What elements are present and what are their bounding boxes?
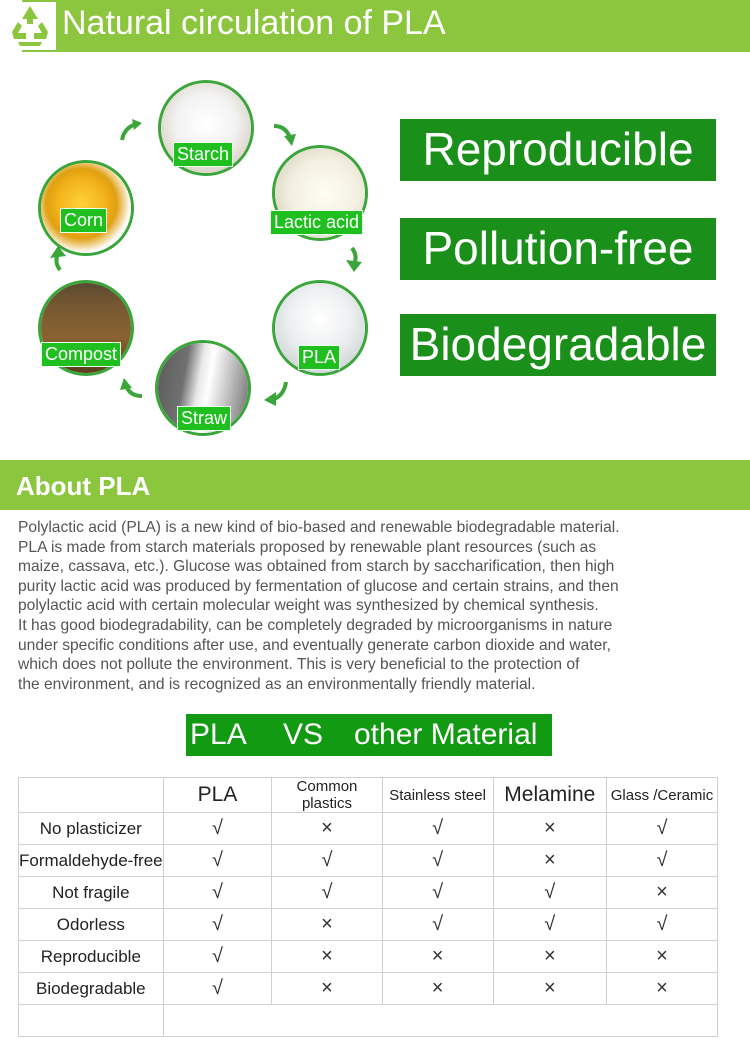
check-mark-icon: √ [321, 849, 333, 871]
table-cell [493, 909, 606, 941]
check-mark-icon: √ [212, 977, 223, 999]
about-line: the environment, and is recognized as an environmentally friendly material. [18, 675, 536, 693]
comparison-table [18, 777, 718, 1037]
about-line: polylactic acid with certain molecular weight was synthesized by chemical synthesis. [18, 597, 599, 615]
table-row [19, 973, 718, 1005]
table-cell [493, 941, 606, 973]
row-label: Biodegradable [19, 973, 164, 1005]
row-label: Not fragile [19, 877, 164, 909]
arrow-starch-to-lactic-icon [270, 120, 298, 148]
about-line: PLA is made from starch materials proposed by renewable plant resources (such as [18, 538, 597, 556]
column-header: PLA [163, 778, 272, 813]
check-mark-icon: √ [432, 817, 444, 839]
table-row [19, 813, 718, 845]
node-label-straw: Straw [177, 406, 231, 431]
about-paragraph [18, 518, 746, 694]
row-label: No plasticizer [19, 813, 164, 845]
check-mark-icon: √ [212, 945, 223, 967]
comparison-title [186, 714, 552, 756]
cross-mark-icon: × [321, 977, 333, 999]
about-title: About PLA [16, 471, 151, 501]
check-mark-icon: √ [212, 849, 223, 871]
table-cell [163, 877, 272, 909]
property-pollution-free: Pollution-free [400, 218, 716, 280]
check-mark-icon: √ [432, 881, 444, 903]
table-cell [272, 813, 382, 845]
node-label-lactic-acid: Lactic acid [270, 210, 363, 235]
table-row [19, 845, 718, 877]
cross-mark-icon: × [321, 945, 333, 967]
cross-mark-icon: × [543, 817, 556, 839]
comparison-title-vs: VS [283, 718, 324, 751]
check-mark-icon: √ [212, 913, 223, 935]
about-header [0, 460, 750, 510]
about-line: which does not pollute the environment. This is very beneficial to the protection of [18, 656, 580, 674]
check-mark-icon: √ [432, 849, 444, 871]
table-cell [607, 845, 718, 877]
about-line: under specific conditions after use, and eventually generate carbon dioxide and water, [18, 636, 611, 654]
node-label-compost: Compost [41, 342, 121, 367]
row-label: Odorless [19, 909, 164, 941]
cross-mark-icon: × [656, 881, 668, 903]
cross-mark-icon: × [543, 849, 556, 871]
check-mark-icon: √ [656, 817, 668, 839]
cross-mark-icon: × [656, 977, 668, 999]
about-line: Polylactic acid (PLA) is a new kind of bio-based and renewable biodegradable material. [18, 519, 620, 536]
table-header-row [19, 778, 718, 813]
check-mark-icon: √ [321, 881, 333, 903]
about-line: maize, cassava, etc.). Glucose was obtained from starch by saccharification, then high [18, 558, 615, 576]
cross-mark-icon: × [543, 945, 556, 967]
about-line: It has good biodegradability, can be completely degraded by microorganisms in nature [18, 616, 613, 634]
node-label-corn: Corn [60, 208, 107, 233]
table-cell [382, 813, 493, 845]
comparison-title-other: other Material [354, 718, 538, 751]
arrow-compost-to-corn-icon [46, 244, 74, 272]
table-cell [272, 973, 382, 1005]
cross-mark-icon: × [543, 977, 556, 999]
check-mark-icon: √ [212, 881, 223, 903]
table-cell [607, 909, 718, 941]
property-reproducible: Reproducible [400, 119, 716, 181]
table-cell [493, 877, 606, 909]
table-cell [493, 813, 606, 845]
table-cell [163, 973, 272, 1005]
recycle-icon [4, 2, 56, 50]
table-row [19, 941, 718, 973]
table-cell [382, 941, 493, 973]
table-cell [607, 877, 718, 909]
column-header: Stainless steel [382, 778, 493, 813]
cross-mark-icon: × [656, 945, 668, 967]
table-cell [163, 941, 272, 973]
check-mark-icon: √ [656, 849, 668, 871]
about-line: purity lactic acid was produced by fermentation of glucose and certain strains, and then [18, 577, 619, 595]
cross-mark-icon: × [431, 977, 444, 999]
node-label-starch: Starch [173, 142, 233, 167]
table-cell [272, 845, 382, 877]
table-cell [382, 973, 493, 1005]
page-title: Natural circulation of PLA [62, 4, 446, 42]
cross-mark-icon: × [321, 817, 333, 839]
arrow-corn-to-starch-icon [118, 118, 146, 146]
arrow-straw-to-compost-icon [118, 376, 146, 404]
table-cell [607, 813, 718, 845]
cross-mark-icon: × [321, 913, 333, 935]
table-cell [382, 909, 493, 941]
table-cell [272, 877, 382, 909]
table-cell [163, 813, 272, 845]
cross-mark-icon: × [431, 945, 444, 967]
column-header: Melamine [493, 778, 606, 813]
table-cell [272, 941, 382, 973]
row-label: Formaldehyde-free [19, 845, 164, 877]
arrow-pla-to-straw-icon [262, 378, 290, 406]
table-row [19, 877, 718, 909]
table-cell [607, 941, 718, 973]
row-label: Reproducible [19, 941, 164, 973]
node-label-pla: PLA [298, 345, 340, 370]
column-header: Glass /Ceramic [607, 778, 718, 813]
column-header: Common plastics [272, 778, 382, 813]
table-cell [493, 973, 606, 1005]
table-cell [163, 845, 272, 877]
check-mark-icon: √ [544, 913, 556, 935]
check-mark-icon: √ [432, 913, 444, 935]
table-cell [382, 845, 493, 877]
table-cell [493, 845, 606, 877]
table-cell [272, 909, 382, 941]
table-cell [163, 909, 272, 941]
table-cell [607, 973, 718, 1005]
check-mark-icon: √ [544, 881, 556, 903]
table-row [19, 909, 718, 941]
table-empty-row [19, 1005, 718, 1037]
table-cell [382, 877, 493, 909]
table-corner-cell [19, 778, 164, 813]
property-biodegradable: Biodegradable [400, 314, 716, 376]
check-mark-icon: √ [212, 817, 223, 839]
arrow-lactic-to-pla-icon [340, 246, 368, 274]
check-mark-icon: √ [656, 913, 668, 935]
comparison-title-pla: PLA [190, 718, 247, 751]
